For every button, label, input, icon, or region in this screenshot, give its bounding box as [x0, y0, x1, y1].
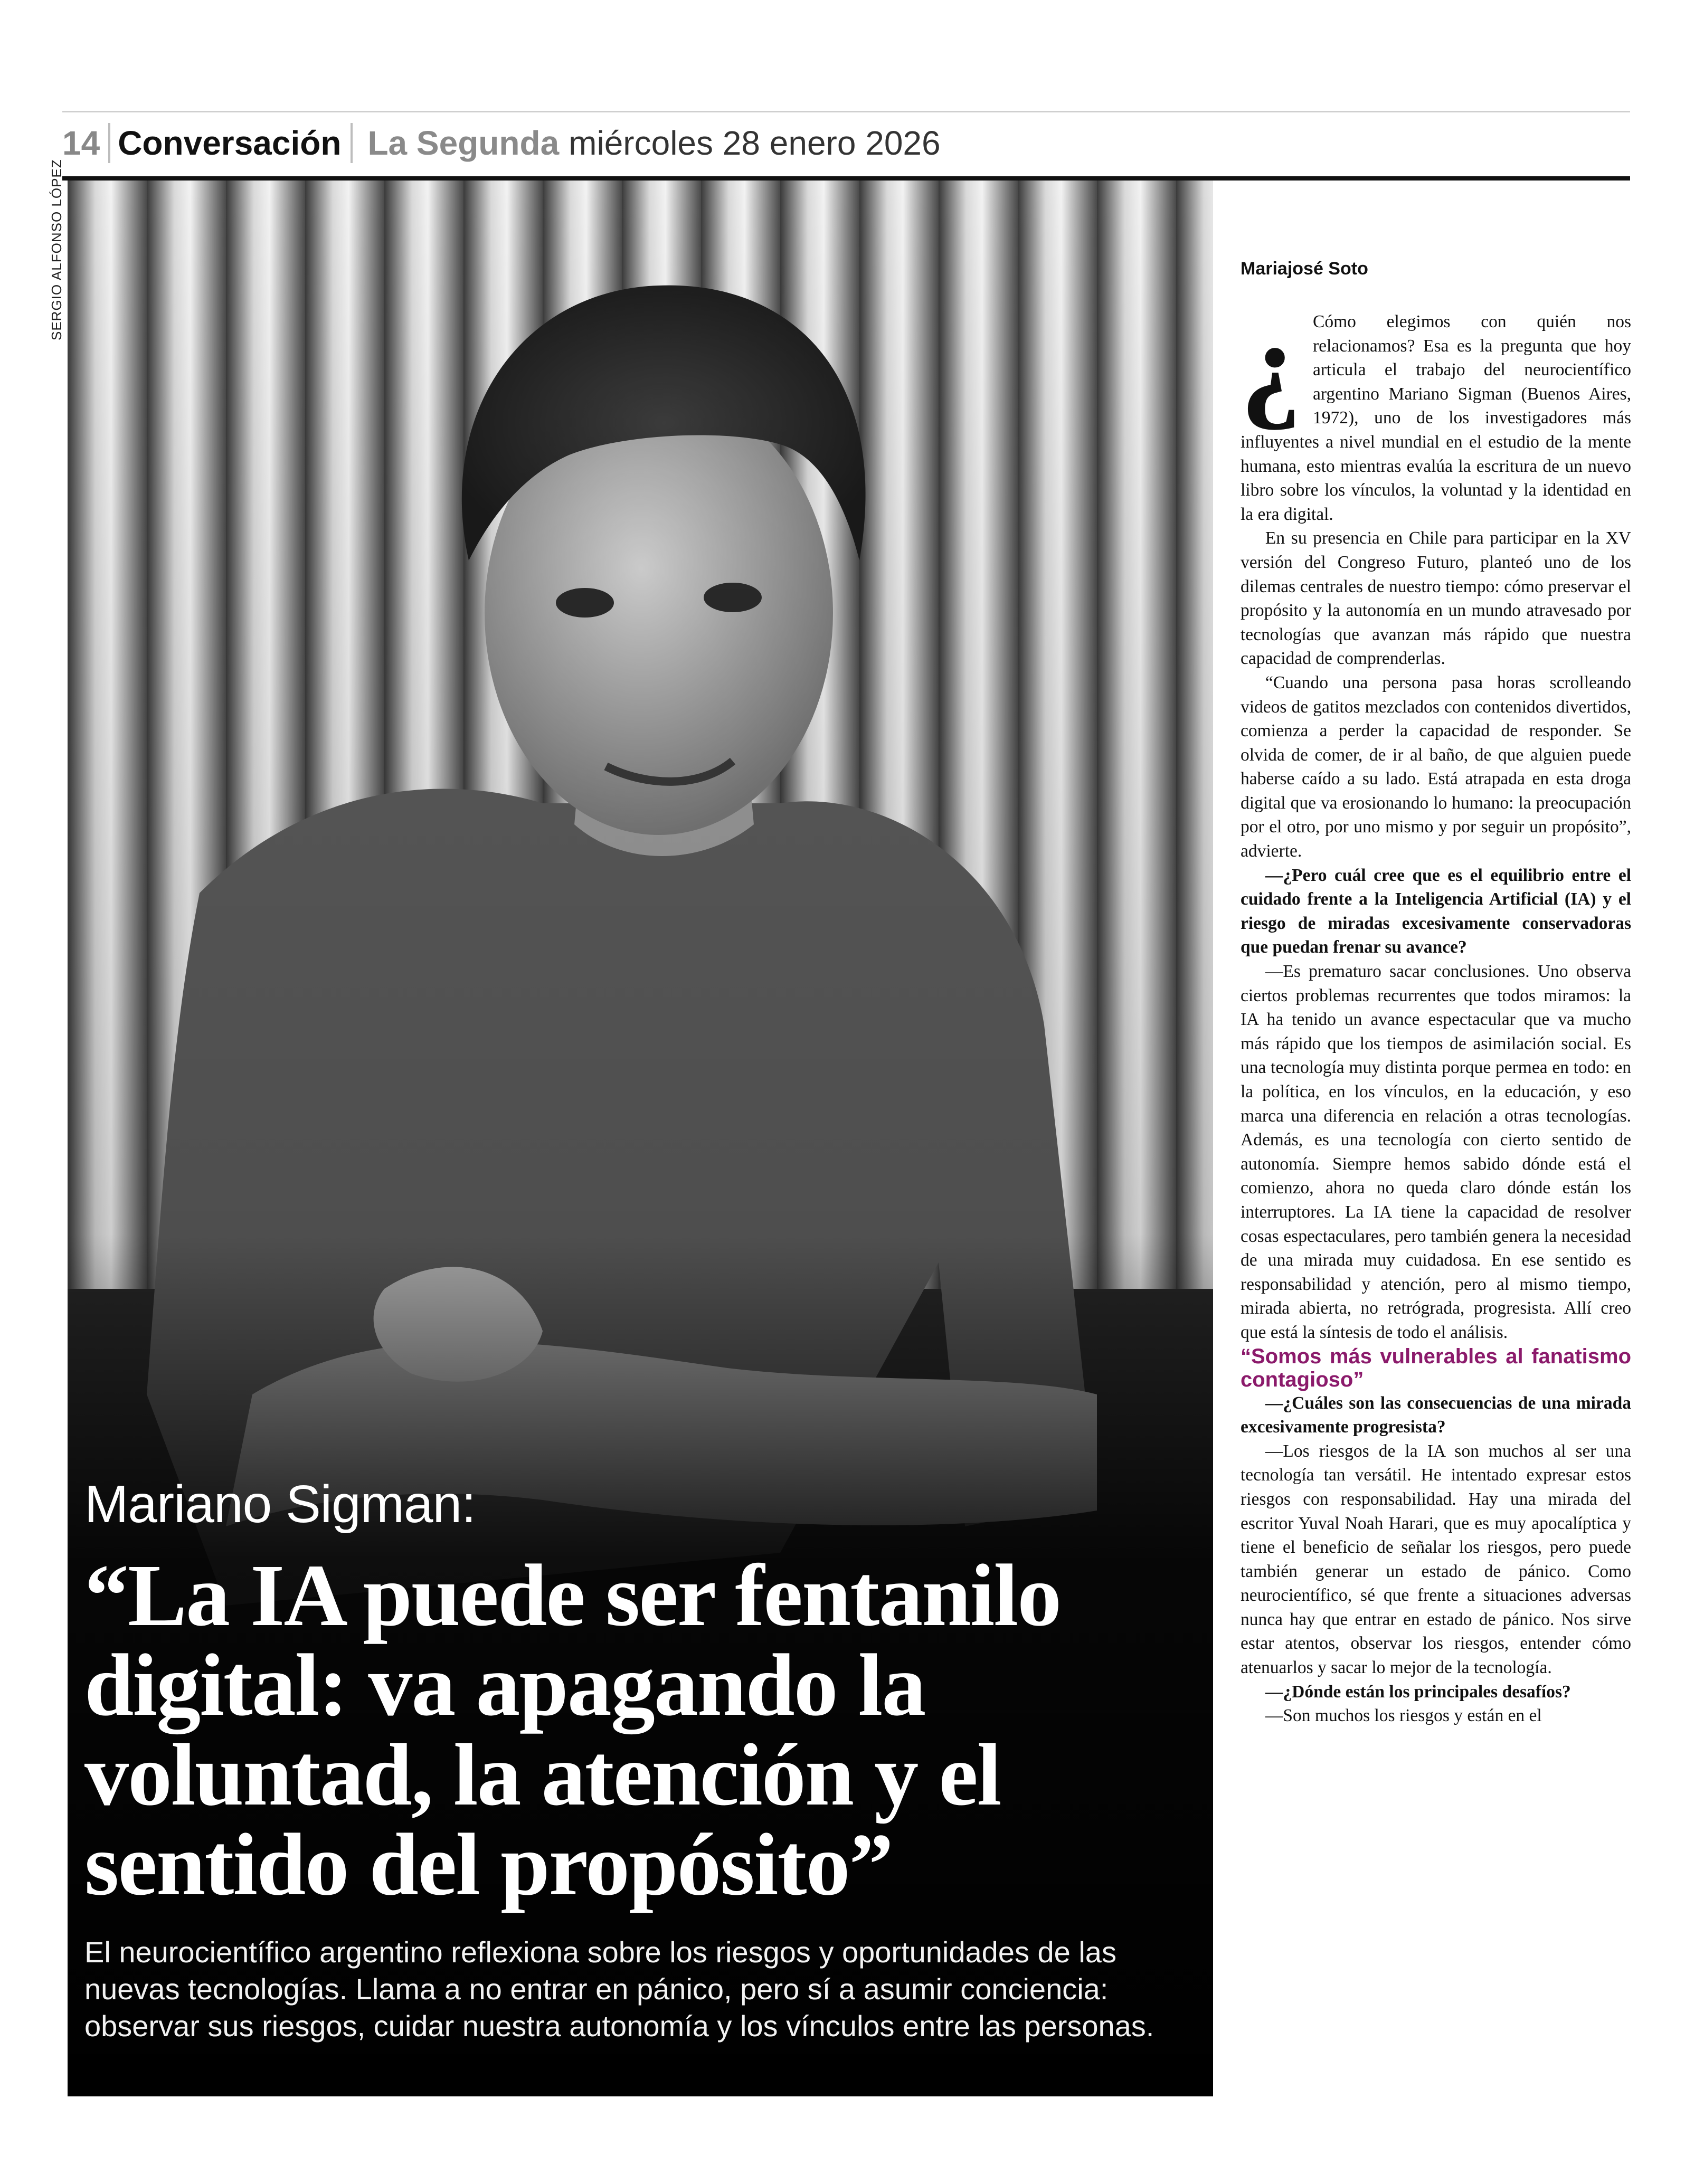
article-paragraph: En su presencia en Chile para participar en la XV versión del Congreso Futuro, planteó uno de los dilemas centrales de nuestro tiempo: cómo preservar el propósito y la autonomía en un mundo atravesado por tecnologías que avanzan más rápido que nuestra capacidad de comprenderlas.	[1241, 528, 1631, 669]
masthead-divider	[351, 123, 353, 163]
interview-answer: —Los riesgos de la IA son muchos al ser una tecnología tan versátil. He intentado expresar estos riesgos con responsabilidad. Hay una mirada del escritor Yuval Noah Harari, que es muy apocalíptica y tiene el beneficio de señalar los riesgos, pero puede también generar un estado de pánico. Como neurocientífico, sé que frente a situaciones adversas nunca hay que entrar en estado de pánico. Nos sirve estar atentos, observar los riesgos, entender cómo atenuarlos y sacar lo mejor de la tecnología.	[1241, 1441, 1631, 1678]
interview-question: —¿Pero cuál cree que es el equilibrio entre el cuidado frente a la Inteligencia Artificial (IA) y el riesgo de miradas excesivamente conservadoras que puedan frenar su avance?	[1241, 865, 1631, 957]
interview-answer: —Es prematuro sacar conclusiones. Uno observa ciertos problemas recurrentes que todos miramos: la IA ha tenido un avance espectacular que va mucho más rápido que los tiempos de asimilación social. Es una tecnología muy distinta porque permea en todo: en la política, en los vínculos, en la educación, y eso marca una diferencia en relación a otras tecnologías. Además, es una tecnología con cierto sentido de autonomía. Siempre hemos sabido dónde está el comienzo, ahora no queda claro dónde están los interruptores. La IA tiene la capacidad de resolver cosas espectaculares, pero también genera la necesidad de una mirada muy cuidadosa. En ese sentido es responsabilidad y atención, pero al mismo tiempo, mirada abierta, no retrógrada, progresista. Allí creo que está la síntesis de todo el análisis.	[1241, 962, 1631, 1342]
drop-cap: ¿	[1241, 297, 1301, 431]
top-rule	[62, 111, 1630, 112]
masthead-divider	[108, 123, 110, 163]
article-paragraph	[1241, 297, 1631, 526]
headline-deck: El neurocientífico argentino reflexiona sobre los riesgos y oportunidades de las nuevas tecnologías. Llama a no entrar en pánico, pero sí a asumir conciencia: observar sus riesgos, cuidar nuestra autonomía y los vínculos entre las personas.	[84, 1935, 1154, 2043]
page-number: 14	[62, 124, 100, 162]
paragraph-text: Cómo elegimos con quién nos relacionamos? Esa es la pregunta que hoy articula el trabajo del neurocientífico argentino Mariano Sigman (Buenos Aires, 1972), uno de los investigadores más influyentes a nivel mundial en el estudio de la mente humana, esto mientras evalúa la escritura de un nuevo libro sobre los vínculos, la voluntad y la identidad en la era digital.	[1241, 312, 1631, 524]
photo-credit: SERGIO ALFONSO LÓPEZ	[49, 159, 64, 340]
byline: Mariajosé Soto	[1241, 259, 1368, 279]
masthead-bottom-rule	[62, 176, 1630, 181]
article-paragraph: “Cuando una persona pasa horas scrolleando videos de gatitos mezclados con contenidos divertidos, comienza a perder la capacidad de responder. Se olvida de comer, de ir al baño, de que alguien puede haberse caído a su lado. Está atrapada en esta droga digital que va erosionando lo humano: la preocupación por el otro, por uno mismo y por seguir un propósito”, advierte.	[1241, 672, 1631, 861]
interview-question: —¿Dónde están los principales desafíos?	[1265, 1682, 1571, 1702]
article-column	[1241, 259, 1631, 1728]
interview-answer: —Son muchos los riesgos y están en el	[1265, 1706, 1542, 1726]
subheading: “Somos más vulnerables al fanatismo contagioso”	[1241, 1344, 1631, 1391]
headline-title: “La IA puede ser fentanilo digital: va apagando la voluntad, la atención y el sentido del propósito”	[84, 1546, 1061, 1914]
issue-date: miércoles 28 enero 2026	[569, 124, 941, 162]
article-body	[1241, 297, 1631, 1728]
headline-block	[84, 1473, 1188, 2045]
headline-kicker: Mariano Sigman:	[84, 1475, 476, 1534]
masthead	[62, 120, 941, 166]
newspaper-brand: La Segunda	[367, 124, 560, 162]
section-title: Conversación	[118, 124, 342, 162]
interview-question: —¿Cuáles son las consecuencias de una mirada excesivamente progresista?	[1241, 1393, 1631, 1437]
